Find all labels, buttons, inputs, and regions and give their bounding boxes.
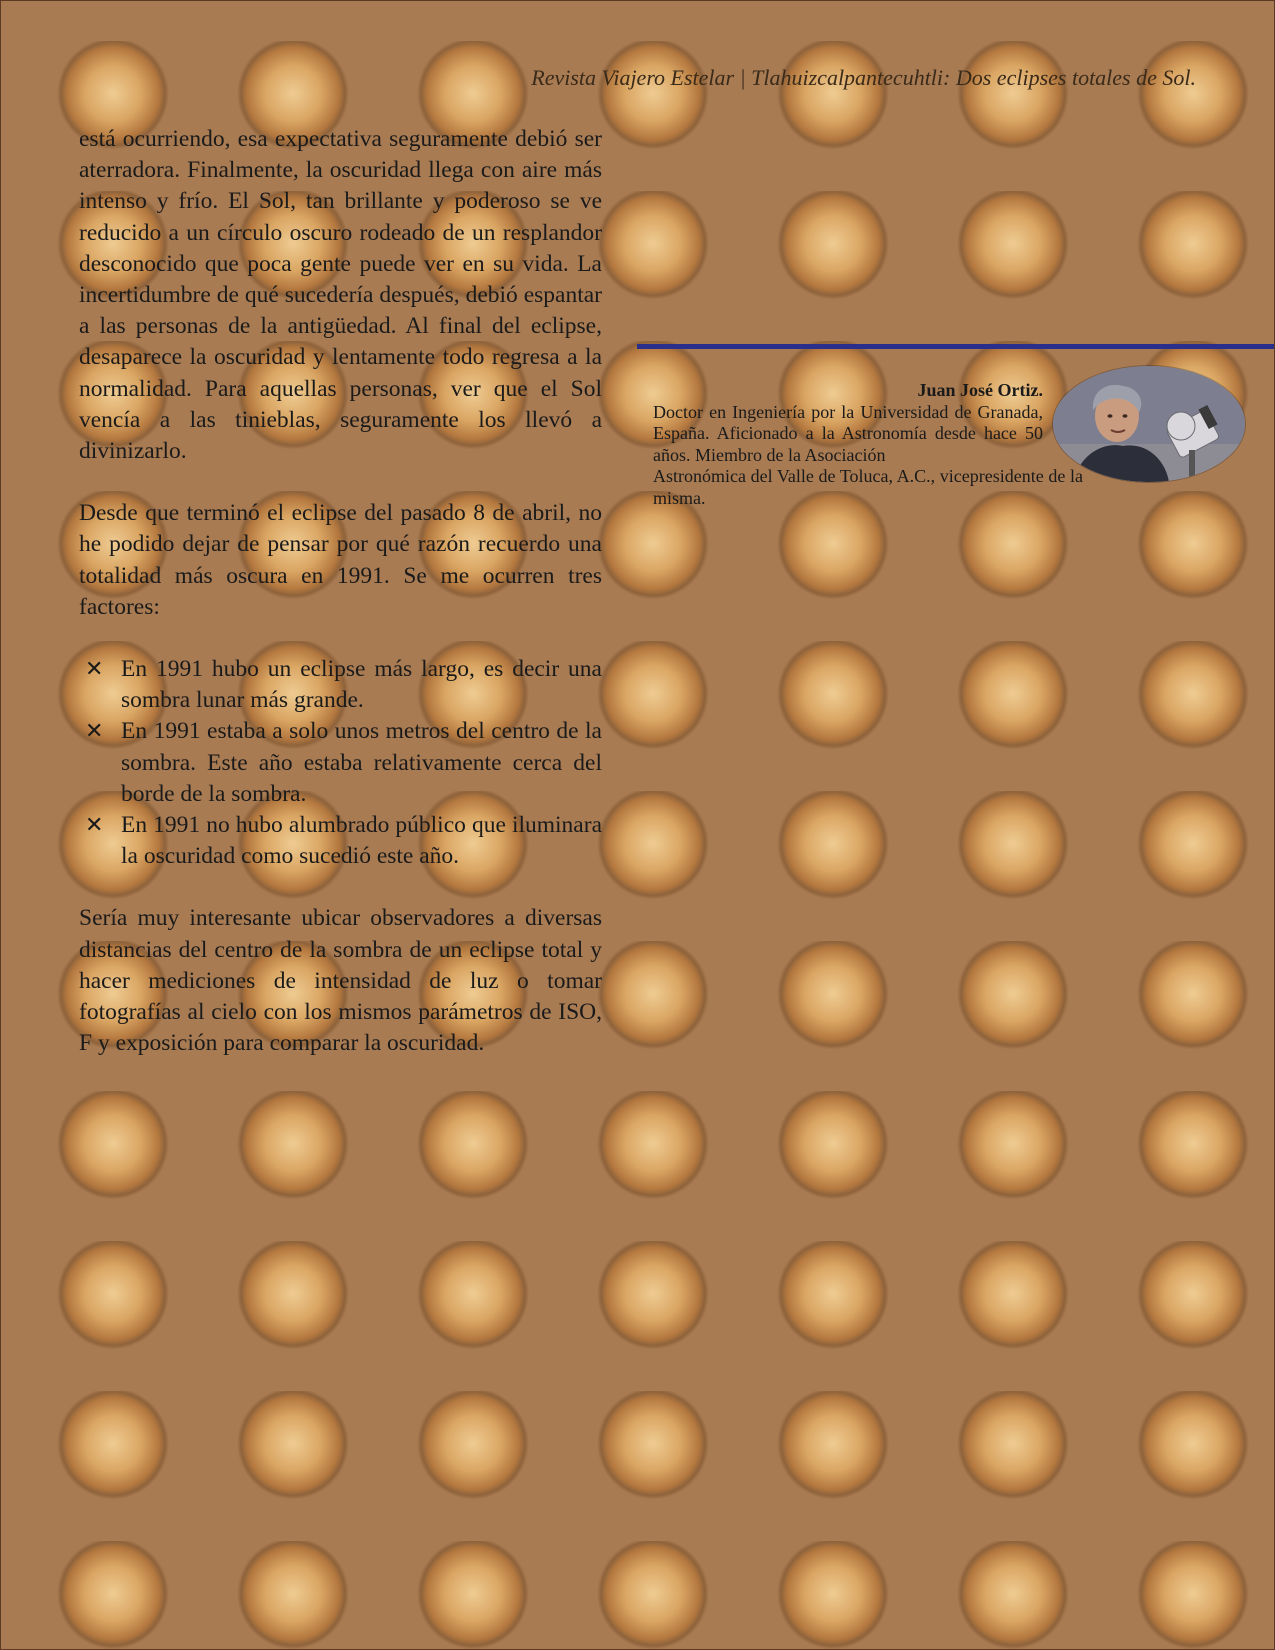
list-item xyxy=(79,654,602,716)
article-paragraph: está ocurriendo, esa expectativa seguramente debió ser aterradora. Finalmente, la oscuridad llega con aire más intenso y frío. El Sol, tan brillante y poderoso se ve reducido a un círculo oscuro rodeado de un resplandor desconocido que poca gente puede ver en su vida. La incertidumbre de qué sucedería después, debió espantar a las personas de la antigüedad. Al final del eclipse, desaparece la oscuridad y lentamente todo regresa a la normalidad. Para aquellas personas, ver que el Sol vencía a las tinieblas, seguramente los llevó a divinizarlo. xyxy=(79,126,602,465)
author-photo xyxy=(1053,366,1245,482)
author-photo-illustration xyxy=(1053,366,1245,482)
cross-x-icon: ✕ xyxy=(85,657,104,683)
author-bio xyxy=(653,380,1083,509)
cross-x-icon: ✕ xyxy=(85,719,104,745)
running-header: Revista Viajero Estelar | Tlahuizcalpantecuhtli: Dos eclipses totales de Sol. xyxy=(531,65,1196,90)
list-item xyxy=(79,716,602,810)
article-paragraph: Sería muy interesante ubicar observadores a diversas distancias del centro de la sombra de un eclipse total y hacer mediciones de intensidad de luz o tomar fotografías al cielo con los mismos parámetros de ISO, F y exposición para comparar la oscuridad. xyxy=(79,905,602,1057)
section-divider xyxy=(637,344,1275,349)
list-item xyxy=(79,810,602,872)
author-bio-text xyxy=(653,402,1083,510)
author-bio-text-part: Doctor en Ingeniería por la Universidad de Granada, España. Aficionado a la Astronomía desde hace 50 años. Miembro de la Asociación xyxy=(653,401,1043,465)
list-item-text: En 1991 hubo un eclipse más largo, es decir una sombra lunar más grande. xyxy=(121,656,602,714)
article-column xyxy=(79,124,602,1090)
factor-list xyxy=(79,654,602,872)
list-item-text: En 1991 no hubo alumbrado público que iluminara la oscuridad como sucedió este año. xyxy=(121,812,602,870)
article-paragraph: Desde que terminó el eclipse del pasado 8 de abril, no he podido dejar de pensar por qué razón recuerdo una totalidad más oscura en 1991. Se me ocurren tres factores: xyxy=(79,500,602,620)
author-bio-text-part: Astronómica del Valle de Toluca, A.C., vicepresidente de la misma. xyxy=(653,466,1083,508)
author-name: Juan José Ortiz. xyxy=(917,380,1043,400)
cross-x-icon: ✕ xyxy=(85,813,104,839)
list-item-text: En 1991 estaba a solo unos metros del centro de la sombra. Este año estaba relativamente cerca del borde de la sombra. xyxy=(121,718,602,807)
